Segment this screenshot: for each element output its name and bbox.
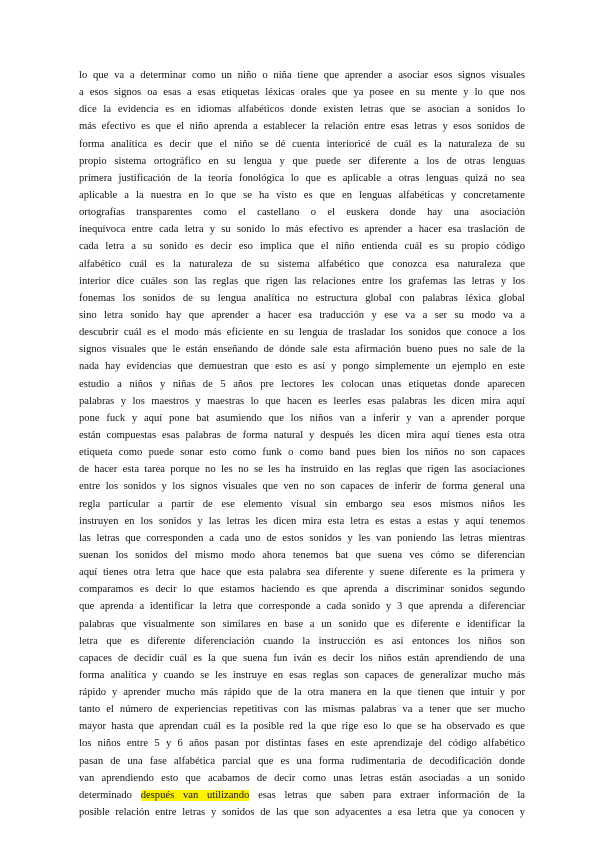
highlighted-text-line: [79, 787, 525, 804]
highlighted-text: después van utilizando: [140, 789, 250, 801]
text-line: mayor hasta que aprendan cuál es la posible red la que rige eso lo que se ha observado es que: [79, 721, 525, 733]
text-line: instruyen en los sonidos y las letras les dicen mira esta letra es estas a estas y aquí tenemos: [79, 515, 525, 527]
text-line: interior dice cuáles son las reglas que rigen las relaciones entre los grafemas las letras y los: [79, 275, 525, 287]
text-line: más efectivo es que el niño aprenda a establecer la relación entre esas letras y esos sonidos de: [79, 121, 525, 133]
text-line: de hacer esta tarea porque no les no se les ha instruido en las reglas que rigen las asociaciones: [79, 464, 525, 476]
text-line: regla particular a partir de ese elemento visual sin embargo sea esos mismos niños les: [79, 498, 525, 510]
text-line: posible relación entre letras y sonidos de las que son adyacentes a esa letra que ya conocen y: [79, 807, 525, 819]
text-fragment: determinado: [79, 789, 141, 801]
text-line: forma analítica y cuando se les instruye en esas reglas son capaces de generalizar mucho más: [79, 669, 525, 681]
text-line: palabras y los maestros y maestras lo que hacen es leerles esas palabras les dicen mira aquí: [79, 395, 525, 407]
text-line: descubrir cuál es el modo más eficiente en su lengua de trasladar los sonidos que conoce a los: [79, 327, 525, 339]
text-line: sino letra sonido hay que aprender a hacer esa traducción y ese va a ser su modo va a: [79, 309, 525, 321]
text-line: aplicable a la nuestra en lo que se ha visto es que en lenguas alfabéticas y concretamente: [79, 189, 525, 201]
text-line: ortografías transparentes como el castellano o el euskera donde hay una asociación: [79, 207, 525, 219]
text-line: forma analítica es decir que el niño se dé cuenta interioricé de cuál es la naturaleza de su: [79, 138, 525, 150]
text-line: alfabético cuál es la naturaleza de su sistema alfabético que conozca esa naturaleza que: [79, 258, 525, 270]
text-line: dice la evidencia es en idiomas alfabéticos donde existen letras que se asocian a sonidos lo: [79, 104, 525, 116]
text-line: capaces de decidir cuál es la que suena fun iván es decir los niños están aprendiendo de una: [79, 652, 525, 664]
text-line: etiqueta como puede sonar esto como funk o como band pues bien los niños no son capaces: [79, 447, 525, 459]
text-line: signos visuales que le están enseñando de dónde sale esta afirmación bueno pues no sale de la: [79, 344, 525, 356]
text-line: aquí tienes otra letra que hace que esta palabra sea diferente y suene diferente es la primera y: [79, 567, 525, 579]
text-line: pone fuck y aquí pone bat asumiendo que los niños van a inferir y van a aprender porque: [79, 412, 525, 424]
text-fragment: esas letras que saben para extraer información de la: [249, 789, 525, 801]
text-line: las letras que corresponden a cada uno de estos sonidos y les van poniendo las letras mientras: [79, 532, 525, 544]
text-line: rápido y aprender mucho más rápido que de la otra manera en la que tienen que intuir y por: [79, 687, 525, 699]
text-line: cada letra a su sonido es decir eso implica que el niño entienda cuál es su propio código: [79, 241, 525, 253]
text-line: estudio a niños y niñas de 5 años pre lectores les colocan unas etiquetas donde aparecen: [79, 378, 525, 390]
text-line: están compuestas esas palabras de forma natural y después les dicen mira aquí tienes esta otra: [79, 429, 525, 441]
text-line: entre los sonidos y los signos visuales que ven no son capaces de inferir de forma general una: [79, 481, 525, 493]
text-line: primera justificación de la teoría fonológica lo que es aplicable a otras lenguas quizá no sea: [79, 172, 525, 184]
text-line: lo que va a determinar como un niño o niña tiene que aprender a asociar esos signos visuales: [79, 70, 525, 81]
text-line: palabras que visualmente son similares en base a un sonido que es diferente e identificar la: [79, 618, 525, 630]
text-line: a esos signos oa esas a esas etiquetas léxicas orales que ya posee en su mente y lo que nos: [79, 87, 525, 99]
text-line: tanto el número de experiencias repetitivas con las mismas palabras va a tener que ser mucho: [79, 704, 525, 716]
text-line: que aprenda a identificar la letra que corresponde a cada sonido y 3 que aprenda a diferenciar: [79, 601, 525, 613]
text-line: suenan los sonidos del mismo modo ahora tenemos bat que suena ves cómo se diferencian: [79, 549, 525, 561]
transcript-text: [79, 67, 525, 821]
text-line: letra que es diferente diferenciación cuando la instrucción es así entonces los niños son: [79, 635, 525, 647]
text-line: nada hay evidencias que demuestran que esto es así y pongo simplemente un ejemplo en este: [79, 361, 525, 373]
text-line: los niños entre 5 y 6 años pasan por distintas fases en este aprendizaje del código alfabético: [79, 738, 525, 750]
text-line: comparamos es decir lo que estamos haciendo es que aprenda a discriminar sonidos segundo: [79, 584, 525, 596]
text-line: van aprendiendo esto que acabamos de decir como unas letras están asociadas a un sonido: [79, 772, 525, 784]
text-line: propio sistema ortográfico en su lengua y que puede ser diferente a los de otras lenguas: [79, 155, 525, 167]
text-line: inequívoca entre cada letra y su sonido lo más efectivo es aprender a hacer esa traslación de: [79, 224, 525, 236]
text-line: pasan de una fase alfabética parcial que es una forma rudimentaria de decodificación donde: [79, 755, 525, 767]
text-line: fonemas los sonidos de su lengua analítica no estructura global con palabras léxica global: [79, 292, 525, 304]
